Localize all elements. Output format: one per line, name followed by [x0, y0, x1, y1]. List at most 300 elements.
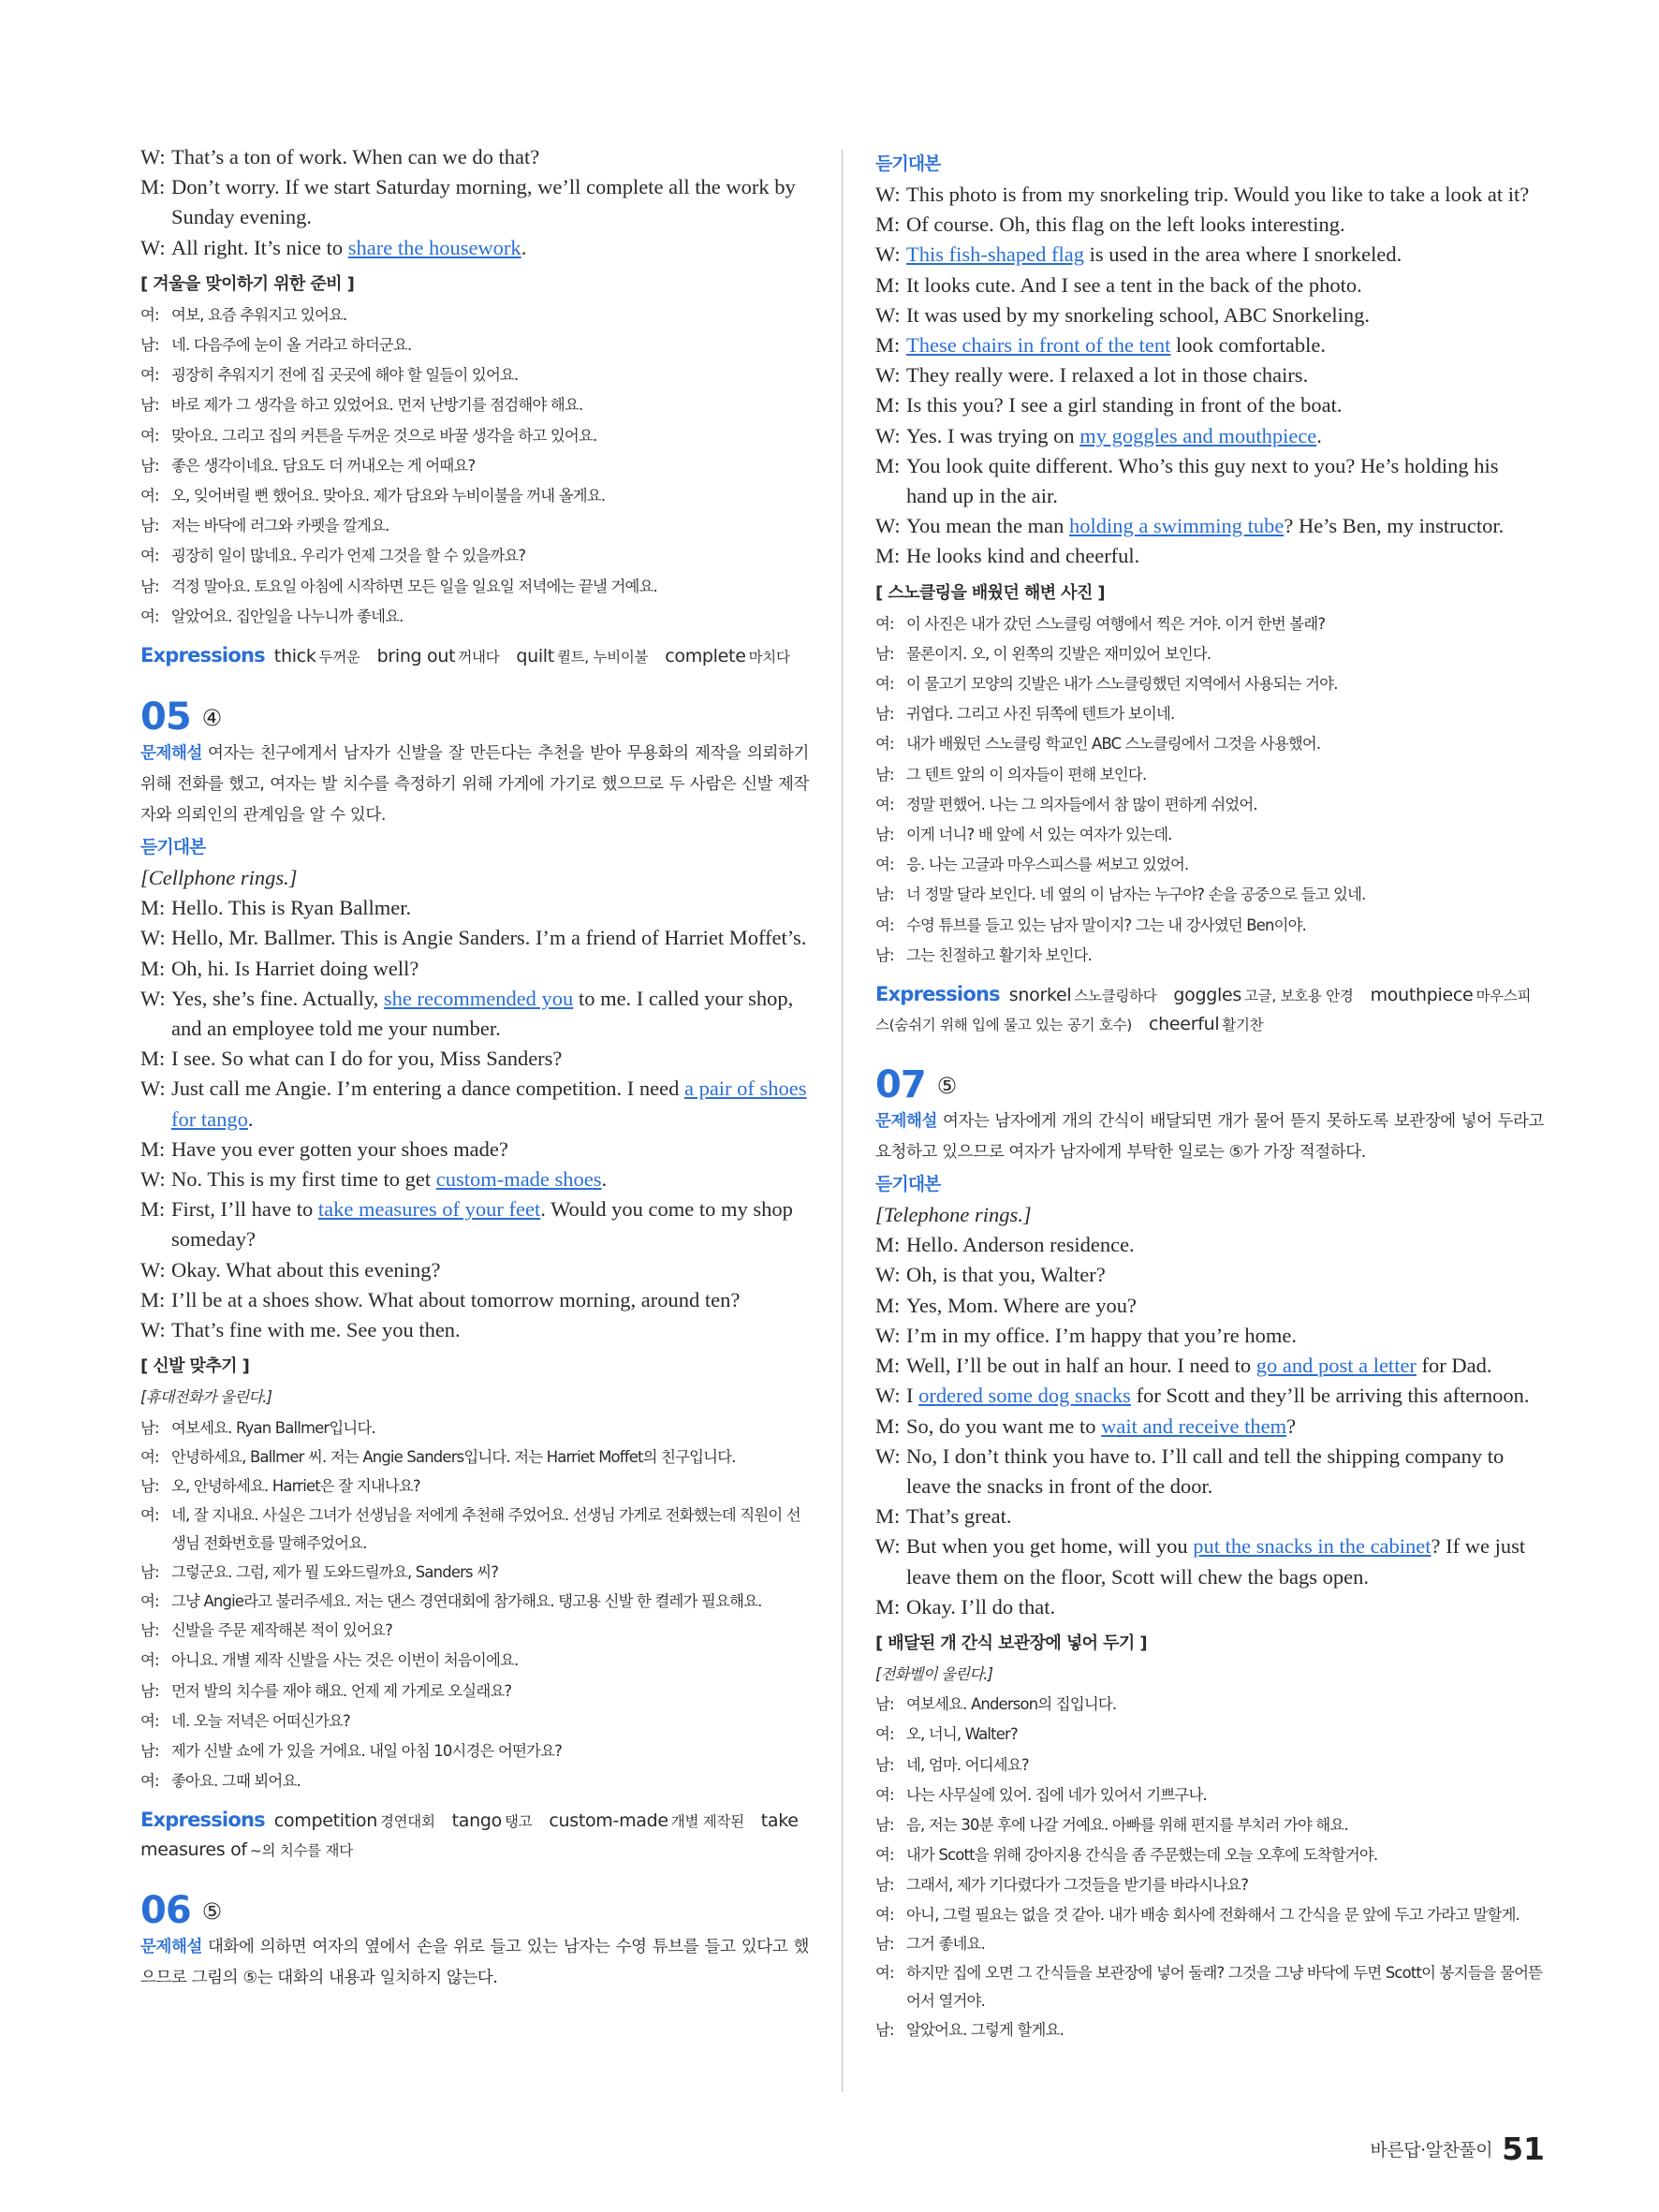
translation-line	[140, 602, 809, 632]
speaker-label: M:	[140, 896, 166, 920]
speaker-label: M:	[875, 212, 901, 237]
speaker-label: 남:	[140, 1681, 159, 1700]
dialogue-line	[875, 1230, 1544, 1260]
translation-stage-direction: [휴대전화가 울린다.]	[140, 1388, 272, 1407]
speaker-label: 남:	[875, 945, 894, 964]
speaker-label: 여:	[875, 916, 894, 934]
dialogue-line	[875, 300, 1544, 330]
line-text: Hello. This is Ryan Ballmer.	[171, 896, 412, 920]
line-text: 내가 Scott을 위해 강아지용 간식을 좀 주문했는데 오늘 오후에 도착할거야.	[906, 1846, 1378, 1865]
translation-line	[875, 911, 1544, 941]
speaker-label: 남:	[875, 705, 894, 724]
speaker-label: M:	[875, 393, 901, 417]
expression-term: quilt	[516, 646, 554, 667]
translation-line	[875, 790, 1544, 820]
explanation	[140, 739, 809, 831]
expressions-box	[875, 980, 1544, 1039]
speaker-label: M:	[875, 333, 901, 358]
line-text: Yes, she’s fine. Actually,	[171, 986, 384, 1010]
translation-line	[140, 1588, 809, 1616]
line-text: 그는 친절하고 활기차 보인다.	[906, 945, 1093, 964]
expressions-label: Expressions	[140, 644, 265, 667]
explanation-text: 여자는 남자에게 개의 간식이 배달되면 개가 물어 뜯지 못하도록 보관장에 넣어 두라고 요청하고 있으므로 여자가 남자에게 부탁한 일로는 ⑤가 가장 적절하다.	[875, 1112, 1544, 1163]
speaker-label: 남:	[875, 1934, 894, 1953]
expression-term: snorkel	[1008, 985, 1072, 1006]
dialogue-line	[140, 1135, 809, 1165]
speaker-label: 남:	[140, 1418, 159, 1437]
line-text: Hello. Anderson residence.	[906, 1233, 1135, 1257]
expression-term: mouthpiece	[1370, 985, 1474, 1006]
speaker-label: M:	[140, 1136, 166, 1161]
line-text: Just call me Angie. I’m entering a dance competition. I need	[171, 1077, 684, 1101]
expression-meaning: 퀼트, 누비이불	[556, 649, 649, 667]
expressions-box	[140, 641, 809, 671]
speaker-label: 여:	[140, 1592, 159, 1611]
speaker-label: M:	[875, 544, 901, 568]
speaker-label: 여:	[140, 1772, 159, 1791]
line-text: 네. 오늘 저녁은 어떠신가요?	[171, 1711, 350, 1730]
speaker-label: W:	[875, 302, 901, 327]
line-text: 알았어요. 그렇게 할게요.	[906, 2020, 1064, 2039]
translation-line	[875, 760, 1544, 790]
translation-line	[140, 1414, 809, 1443]
translation-line	[140, 1707, 809, 1736]
expression-term: complete	[665, 646, 746, 667]
translation-line	[875, 1810, 1544, 1840]
script-label: 듣기대본	[140, 837, 206, 858]
translation-line	[875, 1840, 1544, 1870]
line-text: 알았어요. 집안일을 나누니까 좋네요.	[171, 607, 404, 625]
speaker-label: 여:	[875, 1846, 894, 1865]
translation-line	[875, 850, 1544, 880]
speaker-label: 남:	[140, 456, 159, 475]
speaker-label: 남:	[140, 1741, 159, 1760]
expression-term: tango	[451, 1810, 502, 1832]
line-text: No. This is my first time to get	[171, 1167, 436, 1192]
translation-line	[875, 2015, 1544, 2045]
speaker-label: W:	[140, 986, 166, 1010]
line-text: 오, 안녕하세요. Harriet은 잘 지내나요?	[171, 1476, 420, 1495]
line-text: Oh, is that you, Walter?	[906, 1263, 1106, 1287]
speaker-label: 남:	[140, 1562, 159, 1581]
translation-heading: [ 배달된 개 간식 보관장에 넣어 두기 ]	[875, 1633, 1147, 1653]
speaker-label: 남:	[140, 336, 159, 355]
line-text: 네, 엄마. 어디세요?	[906, 1755, 1029, 1774]
speaker-label: 여:	[140, 366, 159, 385]
dialogue-line	[875, 1351, 1544, 1381]
speaker-label: M:	[140, 1287, 166, 1311]
translation-line	[875, 1870, 1544, 1900]
dialogue-line	[140, 954, 809, 984]
question-heading	[140, 1889, 809, 1932]
translation-line	[140, 330, 809, 360]
answer-mark: ⑤	[201, 1898, 223, 1926]
translation-line	[875, 941, 1544, 971]
translation-line	[875, 880, 1544, 910]
speaker-label: M:	[875, 1233, 901, 1257]
speaker-label: 여:	[875, 1725, 894, 1744]
question-number: 06	[140, 1889, 191, 1933]
speaker-label: W:	[875, 1263, 901, 1287]
page-footer	[1371, 2131, 1545, 2167]
line-text: Of course. Oh, this flag on the left looks interesting.	[906, 212, 1345, 237]
speaker-label: 남:	[140, 577, 159, 595]
expression-term: custom-made	[549, 1810, 668, 1832]
speaker-label: 여:	[875, 735, 894, 754]
translation-line	[875, 1690, 1544, 1720]
key-phrase: go and post a letter	[1255, 1354, 1417, 1378]
line-text: 수영 튜브를 들고 있는 남자 말이지? 그는 내 강사였던 Ben이야.	[906, 916, 1307, 934]
translation-line	[140, 541, 809, 571]
dialogue-line	[875, 511, 1544, 541]
line-text: Don’t worry. If we start Saturday morning, we’ll complete all the work by Sunday evening.	[171, 175, 796, 229]
speaker-label: 남:	[875, 1695, 894, 1714]
line-text: They really were. I relaxed a lot in those chairs.	[906, 363, 1309, 388]
dialogue-line	[875, 1381, 1544, 1411]
line-text: 먼저 발의 치수를 재야 해요. 언제 제 가게로 오실래요?	[171, 1681, 512, 1700]
speaker-label: W:	[140, 1257, 166, 1282]
speaker-label: 여:	[140, 1505, 159, 1524]
stage-direction: [Cellphone rings.]	[140, 866, 298, 890]
speaker-label: W:	[875, 1384, 901, 1408]
key-phrase: put the snacks in the cabinet	[1193, 1534, 1431, 1559]
dialogue-line	[875, 210, 1544, 240]
translation-line	[875, 699, 1544, 729]
translation-heading: [ 신발 맞추기 ]	[140, 1356, 250, 1377]
expression-term: bring out	[376, 646, 456, 667]
speaker-label: M:	[875, 1293, 901, 1317]
speaker-label: W:	[140, 926, 166, 950]
translation-block	[875, 1690, 1544, 2045]
translation-line	[875, 820, 1544, 850]
speaker-label: 남:	[140, 396, 159, 415]
dialogue-line	[875, 1531, 1544, 1591]
dialogue-line	[140, 172, 809, 232]
line-text: First, I’ll have to	[171, 1197, 318, 1222]
answer-mark: ④	[201, 705, 223, 732]
translation-line	[140, 300, 809, 330]
speaker-label: 남:	[875, 2020, 894, 2039]
speaker-label: 여:	[140, 1447, 159, 1466]
expression-term: cheerful	[1149, 1014, 1220, 1035]
line-text: I	[906, 1384, 919, 1408]
translation-line	[140, 1646, 809, 1676]
speaker-label: 여:	[875, 675, 894, 694]
dialogue-line	[875, 390, 1544, 420]
expression-meaning: 개별 제작된	[670, 1813, 744, 1831]
column-divider	[842, 150, 843, 2092]
explanation	[140, 1932, 809, 1994]
line-text: 여보세요. Anderson의 집입니다.	[906, 1695, 1117, 1714]
translation-line	[140, 1677, 809, 1707]
line-text: But when you get home, will you	[906, 1534, 1194, 1559]
dialogue-top	[140, 142, 809, 263]
speaker-label: 여:	[875, 614, 894, 633]
answer-mark: ⑤	[936, 1073, 958, 1100]
line-text: ?	[1286, 1414, 1297, 1438]
line-text: 아니요. 개별 제작 신발을 사는 것은 이번이 처음이에요.	[171, 1651, 519, 1670]
line-text: 물론이지. 오, 이 왼쪽의 깃발은 재미있어 보인다.	[906, 644, 1211, 663]
dialogue-line	[140, 1074, 809, 1134]
speaker-label: 여:	[140, 487, 159, 505]
expression-term: competition	[273, 1810, 377, 1832]
line-text: It was used by my snorkeling school, ABC Snorkeling.	[906, 302, 1370, 327]
line-text: to me. I called your shop, and an employee told me your number.	[171, 986, 794, 1041]
line-text: 음, 저는 30분 후에 나갈 거예요. 아빠를 위해 편지를 부치러 가야 해요.	[906, 1815, 1348, 1834]
speaker-label: M:	[875, 272, 901, 297]
line-text: 굉장히 일이 많네요. 우리가 언제 그것을 할 수 있을까요?	[171, 547, 526, 565]
stage-direction: [Telephone rings.]	[875, 1203, 1032, 1227]
line-text: 저는 바닥에 러그와 카펫을 깔게요.	[171, 517, 389, 535]
translation-line	[140, 1472, 809, 1502]
translation-line	[140, 1558, 809, 1588]
line-text: 아니, 그럴 필요는 없을 것 같아. 내가 배송 회사에 전화해서 그 간식을 문 앞에 두고 가라고 말할게.	[906, 1905, 1520, 1924]
line-text: .	[601, 1167, 608, 1192]
speaker-label: M:	[875, 1414, 901, 1438]
dialogue-line	[140, 233, 809, 263]
line-text: 오, 너니, Walter?	[906, 1725, 1018, 1744]
dialogue-line	[875, 1442, 1544, 1502]
question-number: 07	[875, 1063, 926, 1107]
line-text: 그래서, 제가 기다렸다가 그것들을 받기를 바라시나요?	[906, 1876, 1249, 1895]
expressions-label: Expressions	[140, 1809, 265, 1832]
speaker-label: W:	[140, 235, 166, 259]
page-number: 51	[1502, 2131, 1545, 2167]
line-text: 네. 다음주에 눈이 올 거라고 하더군요.	[171, 336, 412, 355]
line-text: 맞아요. 그리고 집의 커튼을 두꺼운 것으로 바꿀 생각을 하고 있어요.	[171, 426, 597, 445]
translation-line	[140, 1443, 809, 1472]
line-text: 신발을 주문 제작해본 적이 있어요?	[171, 1621, 393, 1640]
speaker-label: 여:	[875, 795, 894, 813]
line-text: 귀엽다. 그리고 사진 뒤쪽에 텐트가 보이네.	[906, 705, 1175, 724]
line-text: 걱정 말아요. 토요일 아침에 시작하면 모든 일을 일요일 저녁에는 끝낼 거예요.	[171, 577, 657, 595]
expressions-label: Expressions	[875, 983, 1000, 1006]
dialogue-line	[140, 1285, 809, 1315]
line-text: 내가 배웠던 스노클링 학교인 ABC 스노클링에서 그것을 사용했어.	[906, 735, 1321, 754]
explanation-label: 문제해설	[875, 1112, 938, 1132]
key-phrase: she recommended you	[383, 986, 574, 1010]
line-text: You look quite different. Who’s this guy next to you? He’s holding his hand up in the air.	[906, 453, 1499, 508]
line-text: Yes, Mom. Where are you?	[906, 1293, 1137, 1317]
speaker-label: 남:	[875, 765, 894, 784]
line-text: Okay. What about this evening?	[171, 1257, 441, 1282]
translation-line	[140, 572, 809, 602]
translation-stage-direction: [전화벨이 울린다.]	[875, 1664, 993, 1683]
speaker-label: W:	[875, 423, 901, 447]
line-text: 응. 나는 고글과 마우스피스를 써보고 있었어.	[906, 856, 1189, 874]
speaker-label: 남:	[140, 1621, 159, 1640]
translation-line	[875, 1929, 1544, 1959]
key-phrase: ordered some dog snacks	[918, 1384, 1131, 1408]
line-text: 하지만 집에 오면 그 간식들을 보관장에 넣어 둘래? 그것을 그냥 바닥에 두면 Scott이 봉지들을 물어뜯어서 열거야.	[906, 1963, 1543, 2010]
key-phrase: share the housework	[347, 235, 521, 259]
expression-term: goggles	[1173, 985, 1241, 1006]
line-text: It looks cute. And I see a tent in the back of the photo.	[906, 272, 1362, 297]
line-text: 좋아요. 그때 뵈어요.	[171, 1772, 301, 1791]
expression-meaning: 고글, 보호용 안경	[1244, 988, 1354, 1005]
line-text: That’s great.	[906, 1504, 1012, 1529]
speaker-label: M:	[875, 1354, 901, 1378]
dialogue-line	[140, 1255, 809, 1285]
line-text: No, I don’t think you have to. I’ll call and tell the shipping company to leave the snacks in front of the door.	[906, 1443, 1505, 1498]
speaker-label: 여:	[140, 426, 159, 445]
line-text: Oh, hi. Is Harriet doing well?	[171, 956, 419, 980]
expressions-box	[140, 1806, 809, 1865]
dialogue-line	[140, 1194, 809, 1254]
translation-block	[140, 1414, 809, 1797]
translation-line	[875, 639, 1544, 669]
line-text: Hello, Mr. Ballmer. This is Angie Sanders. I’m a friend of Harriet Moffet’s.	[171, 926, 807, 950]
speaker-label: W:	[140, 1077, 166, 1101]
line-text: for Scott and they’ll be arriving this afternoon.	[1130, 1384, 1530, 1408]
speaker-label: M:	[140, 1197, 166, 1222]
speaker-label: W:	[140, 145, 166, 168]
dialogue-block	[875, 180, 1544, 572]
script-label: 듣기대본	[875, 154, 941, 174]
line-text: .	[247, 1106, 254, 1131]
expression-term: thick	[273, 646, 316, 667]
dialogue-line	[875, 1260, 1544, 1290]
explanation	[875, 1106, 1544, 1168]
line-text: Is this you? I see a girl standing in front of the boat.	[906, 393, 1343, 417]
line-text: .	[521, 235, 527, 259]
expression-term: take measures of	[140, 1810, 799, 1861]
line-text: look comfortable.	[1170, 333, 1326, 358]
dialogue-line	[875, 240, 1544, 270]
translation-line	[140, 1736, 809, 1766]
line-text: 그렇군요. 그럼, 제가 뭘 도와드릴까요, Sanders 씨?	[171, 1562, 499, 1581]
translation-line	[140, 360, 809, 390]
translation-block	[140, 300, 809, 632]
line-text: 여보, 요즘 추워지고 있어요.	[171, 305, 347, 324]
dialogue-line	[875, 451, 1544, 511]
dialogue-line	[875, 421, 1544, 451]
dialogue-line	[875, 1321, 1544, 1351]
translation-line	[875, 669, 1544, 699]
speaker-label: 여:	[140, 305, 159, 324]
key-phrase: These chairs in front of the tent	[906, 333, 1171, 358]
speaker-label: M:	[140, 956, 166, 980]
speaker-label: M:	[875, 1504, 901, 1529]
line-text: Yes. I was trying on	[906, 423, 1080, 447]
line-text: That’s a ton of work. When can we do that?	[171, 145, 540, 168]
line-text: 굉장히 추워지기 전에 집 곳곳에 해야 할 일들이 있어요.	[171, 366, 519, 385]
line-text: 안녕하세요, Ballmer 씨. 저는 Angie Sanders입니다. 저는 Harriet Moffet의 친구입니다.	[171, 1447, 736, 1466]
script-label: 듣기대본	[875, 1174, 941, 1195]
expression-meaning: 마우스피스(숨쉬기 위해 입에 물고 있는 공기 호수)	[875, 988, 1532, 1034]
line-text: 여보세요. Ryan Ballmer입니다.	[171, 1418, 375, 1437]
speaker-label: 여:	[140, 607, 159, 625]
speaker-label: W:	[875, 1534, 901, 1559]
speaker-label: W:	[875, 514, 901, 538]
dialogue-line	[875, 1592, 1544, 1622]
translation-line	[875, 609, 1544, 639]
dialogue-line	[875, 271, 1544, 300]
line-text: 너 정말 달라 보인다. 네 옆의 이 남자는 누구야? 손을 공중으로 들고 있네.	[906, 886, 1366, 904]
line-text: 이 사진은 내가 갔던 스노클링 여행에서 찍은 거야. 이거 한번 볼래?	[906, 614, 1326, 633]
expression-meaning: 스노클링하다	[1074, 988, 1157, 1005]
dialogue-line	[875, 1291, 1544, 1321]
explanation-label: 문제해설	[140, 744, 203, 764]
expression-meaning: 꺼내다	[458, 649, 500, 667]
speaker-label: 남:	[875, 644, 894, 663]
line-text: .	[1316, 423, 1322, 447]
line-text: 오, 잊어버릴 뻔 했어요. 맞아요. 제가 담요와 누비이불을 꺼내 올게요.	[171, 487, 606, 505]
line-text: 좋은 생각이네요. 담요도 더 꺼내오는 게 어때요?	[171, 456, 476, 475]
key-phrase: wait and receive them	[1101, 1414, 1287, 1438]
translation-line	[140, 511, 809, 541]
translation-line	[140, 481, 809, 511]
left-column	[140, 142, 809, 1994]
line-text: All right. It’s nice to	[171, 235, 348, 259]
translation-line	[140, 1616, 809, 1646]
speaker-label: 남:	[875, 1876, 894, 1895]
translation-line	[875, 729, 1544, 759]
line-text: 제가 신발 쇼에 가 있을 거에요. 내일 아침 10시경은 어떤가요?	[171, 1741, 563, 1760]
dialogue-line	[140, 1044, 809, 1074]
expression-meaning: ~의 치수를 재다	[249, 1842, 353, 1860]
key-phrase: a pair of shoes for tango	[171, 1077, 807, 1131]
dialogue-line	[875, 1502, 1544, 1531]
line-text: 나는 사무실에 있어. 집에 네가 있어서 기쁘구나.	[906, 1785, 1207, 1804]
speaker-label: 여:	[875, 1963, 894, 1982]
dialogue-line	[875, 360, 1544, 390]
translation-line	[875, 1780, 1544, 1810]
translation-heading: [ 스노클링을 배웠던 해변 사진 ]	[875, 582, 1106, 603]
line-text: You mean the man	[906, 514, 1069, 538]
speaker-label: W:	[140, 1167, 166, 1192]
question-heading	[140, 696, 809, 739]
explanation-label: 문제해설	[140, 1938, 203, 1957]
speaker-label: M:	[875, 1594, 901, 1619]
speaker-label: M:	[875, 453, 901, 477]
line-text: I see. So what can I do for you, Miss Sanders?	[171, 1047, 563, 1071]
translation-line	[875, 1720, 1544, 1750]
explanation-text: 대화에 의하면 여자의 옆에서 손을 위로 들고 있는 남자는 수영 튜브를 들고 있다고 했으므로 그림의 ⑤는 대화의 내용과 일치하지 않는다.	[140, 1938, 809, 1988]
line-text: I’m in my office. I’m happy that you’re home.	[906, 1323, 1297, 1347]
explanation-text: 여자는 친구에게서 남자가 신발을 잘 만든다는 추천을 받아 무용화의 제작을 의뢰하기 위해 전화를 했고, 여자는 발 치수를 측정하기 위해 가게에 가기로 했으므로 두 사람은 신발 제작자와 의뢰인의 관계임을 알 수 있다.	[140, 744, 809, 826]
line-text: That’s fine with me. See you then.	[171, 1318, 461, 1342]
translation-line	[140, 1766, 809, 1796]
expression-meaning: 마치다	[748, 649, 790, 667]
question-number: 05	[140, 696, 191, 740]
dialogue-line	[140, 893, 809, 923]
speaker-label: 남:	[140, 1476, 159, 1495]
speaker-label: W:	[875, 242, 901, 267]
speaker-label: W:	[875, 1443, 901, 1468]
expression-meaning: 두꺼운	[318, 649, 360, 667]
speaker-label: 여:	[875, 1785, 894, 1804]
line-text: . Would you come to my shop someday?	[171, 1197, 793, 1252]
line-text: is used in the area where I snorkeled.	[1083, 242, 1402, 267]
line-text: 네, 잘 지내요. 사실은 그녀가 선생님을 저에게 추천해 주었어요. 선생님 가게로 전화했는데 직원이 선생님 전화번호를 말해주었어요.	[171, 1505, 800, 1552]
translation-line	[140, 1502, 809, 1558]
speaker-label: 남:	[875, 1755, 894, 1774]
speaker-label: 여:	[140, 547, 159, 565]
speaker-label: 남:	[140, 517, 159, 535]
dialogue-line	[140, 984, 809, 1044]
line-text: I’ll be at a shoes show. What about tomorrow morning, around ten?	[171, 1287, 741, 1311]
translation-line	[140, 390, 809, 420]
expression-meaning: 경연대회	[379, 1813, 435, 1831]
line-text: 바로 제가 그 생각을 하고 있었어요. 먼저 난방기를 점검해야 해요.	[171, 396, 583, 415]
speaker-label: 여:	[875, 1905, 894, 1924]
speaker-label: W:	[140, 1318, 166, 1342]
dialogue-line	[875, 541, 1544, 571]
right-column	[875, 148, 1544, 2045]
dialogue-line	[875, 180, 1544, 210]
translation-line	[875, 1751, 1544, 1780]
